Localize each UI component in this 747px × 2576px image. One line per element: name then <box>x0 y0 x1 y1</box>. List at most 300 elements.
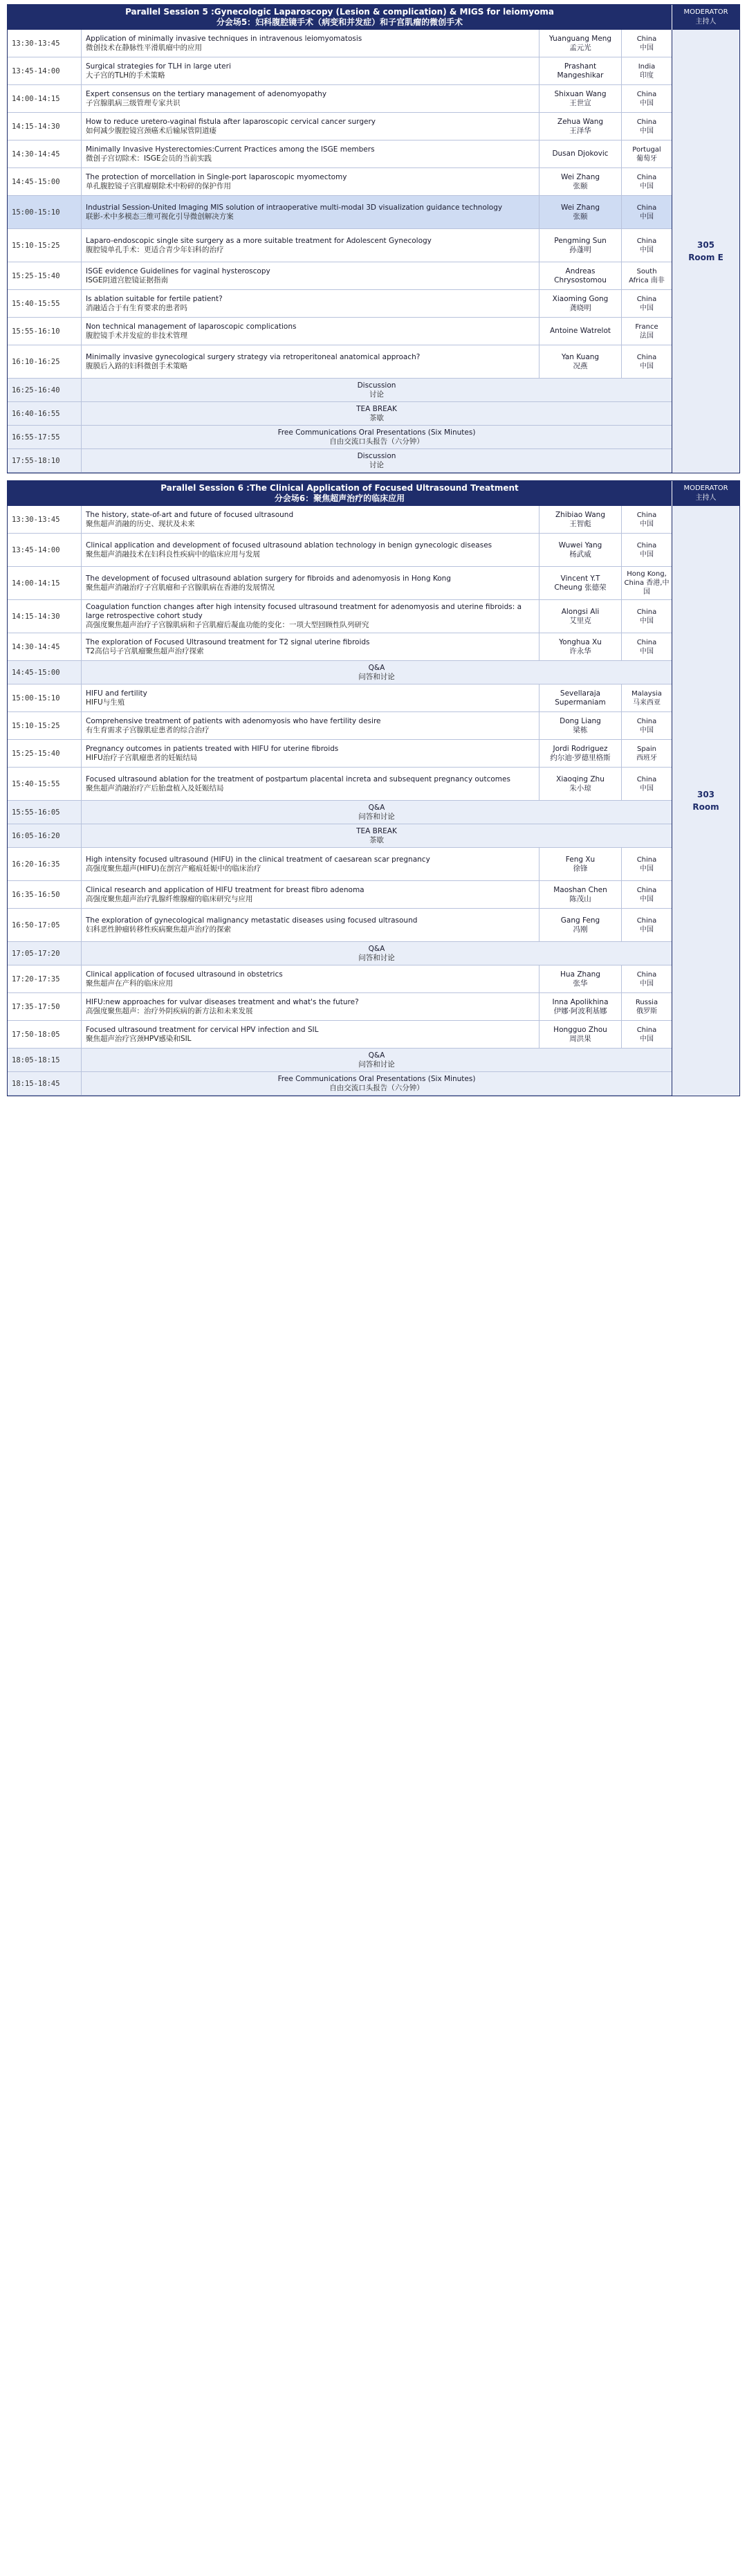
break-label-zh: 自由交流口头报告（六分钟） <box>329 1083 424 1092</box>
time-cell: 16:40-16:55 <box>8 402 82 425</box>
speaker-cell <box>540 262 622 289</box>
country-en: China <box>636 608 657 616</box>
break-label-en: TEA BREAK <box>356 404 397 413</box>
country-en: China <box>636 295 657 303</box>
topic-zh: 腹腔镜手术并发症的非技术管理 <box>86 331 187 340</box>
country-zh: 中国 <box>640 44 654 52</box>
country-zh: 中国 <box>640 1035 654 1043</box>
break-label-zh: 问答和讨论 <box>358 812 395 821</box>
topic-zh: 聚焦超声消融的历史、现状及未来 <box>86 519 195 528</box>
topic-cell <box>82 567 540 599</box>
break-row <box>8 801 672 824</box>
session-header <box>8 5 739 30</box>
speaker-name: Sevellaraja <box>560 689 601 698</box>
speaker-name-zh: 陈茂山 <box>569 894 591 903</box>
room-label <box>672 506 739 1096</box>
table-row <box>8 168 672 196</box>
topic-en: The development of focused ultrasound ablation surgery for fibroids and adenomyosis in Hong Kong <box>86 574 451 583</box>
topic-zh: 高强度聚焦超声治疗子宫腺肌病和子宫肌瘤后凝血功能的变化：一项大型回顾性队列研究 <box>86 621 369 629</box>
topic-zh: 如何减少腹腔镜宫颈癌术后输尿管阴道瘘 <box>86 126 216 135</box>
moderator-label-en: MODERATOR <box>683 8 728 16</box>
time-cell: 16:25-16:40 <box>8 379 82 401</box>
table-row <box>8 567 672 600</box>
country-en: China <box>636 638 657 646</box>
country-en: China <box>636 855 657 864</box>
break-label <box>82 449 672 472</box>
speaker-name-zh: 王智彪 <box>569 519 591 528</box>
table-row <box>8 684 672 712</box>
time-cell: 17:50-18:05 <box>8 1021 82 1048</box>
break-row <box>8 426 672 449</box>
country-zh: 西班牙 <box>636 754 657 762</box>
topic-cell <box>82 196 540 228</box>
country-cell <box>622 168 672 195</box>
room-name: Room E <box>688 253 723 262</box>
topic-cell <box>82 57 540 84</box>
topic-cell <box>82 848 540 880</box>
break-row <box>8 379 672 402</box>
country-zh: 中国 <box>640 647 654 655</box>
topic-zh: 聚焦超声消融治疗产后胎盘植入及妊娠结局 <box>86 783 224 792</box>
speaker-cell <box>540 740 622 767</box>
speaker-cell <box>540 684 622 711</box>
speaker-name-zh: 况燕 <box>573 361 588 370</box>
speaker-name-zh: 张华 <box>573 979 588 988</box>
speaker-cell <box>540 196 622 228</box>
moderator-header <box>672 481 739 506</box>
country-zh: 中国 <box>640 726 654 734</box>
speaker-name: Xiaoqing Zhu <box>556 774 605 783</box>
time-cell: 16:55-17:55 <box>8 426 82 448</box>
table-row <box>8 30 672 57</box>
topic-zh: 高强度聚焦超声治疗乳腺纤维腺瘤的临床研究与应用 <box>86 894 253 903</box>
country-en: China <box>636 353 657 361</box>
speaker-cell <box>540 85 622 112</box>
speaker-cell <box>540 768 622 800</box>
country-cell <box>622 965 672 992</box>
speaker-cell <box>540 168 622 195</box>
country-zh: 中国 <box>640 212 654 221</box>
topic-zh: 腹腔镜单孔手术：更适合青少年妇科的治疗 <box>86 245 224 254</box>
country-en: China <box>636 118 657 126</box>
country-en: China <box>636 511 657 519</box>
time-cell: 14:00-14:15 <box>8 567 82 599</box>
break-label <box>82 1072 672 1095</box>
speaker-name-zh: 周洪果 <box>569 1034 591 1043</box>
speaker-cell <box>540 1021 622 1048</box>
topic-cell <box>82 993 540 1020</box>
country-zh: 中国 <box>640 520 654 528</box>
topic-en: HIFU and fertility <box>86 689 147 698</box>
country-cell <box>622 1021 672 1048</box>
topic-zh: 腹膜后入路的妇科微创手术策略 <box>86 361 187 370</box>
session-header <box>8 481 739 506</box>
break-label <box>82 402 672 425</box>
speaker-name-zh: 孟元光 <box>569 43 591 52</box>
country-zh: 中国 <box>640 362 654 370</box>
topic-zh: 大子宫的TLH的手术策略 <box>86 71 165 80</box>
country-en: China <box>636 717 657 725</box>
speaker-cell <box>540 318 622 345</box>
speaker-name: Alongsi Ali <box>561 607 600 616</box>
speaker-name-zh: 冯刚 <box>573 925 588 934</box>
table-row <box>8 993 672 1021</box>
country-cell <box>622 712 672 739</box>
topic-en: The history, state-of-art and future of focused ultrasound <box>86 510 294 519</box>
topic-en: ISGE evidence Guidelines for vaginal hysteroscopy <box>86 266 270 275</box>
topic-cell <box>82 909 540 941</box>
country-cell <box>622 600 672 633</box>
speaker-cell <box>540 965 622 992</box>
topic-zh: T2高信号子宫肌瘤聚焦超声治疗探索 <box>86 646 204 655</box>
country-cell <box>622 909 672 941</box>
table-row <box>8 113 672 140</box>
country-en: China <box>636 173 657 181</box>
time-cell: 15:40-15:55 <box>8 768 82 800</box>
table-row <box>8 506 672 534</box>
speaker-cell <box>540 113 622 140</box>
topic-zh: 聚焦超声治疗宫颈HPV感染和SIL <box>86 1034 192 1043</box>
table-row <box>8 534 672 567</box>
table-row <box>8 600 672 633</box>
time-cell: 14:00-14:15 <box>8 85 82 112</box>
time-cell: 17:55-18:10 <box>8 449 82 472</box>
country-cell <box>622 290 672 317</box>
country-cell <box>622 85 672 112</box>
country-zh: 法国 <box>640 332 654 340</box>
break-label-en: Q&A <box>368 944 385 953</box>
country-zh: 中国 <box>640 99 654 107</box>
speaker-cell <box>540 290 622 317</box>
country-zh: Africa 南非 <box>629 276 665 284</box>
session-rows <box>8 506 672 1096</box>
session-title <box>8 481 672 506</box>
table-row <box>8 318 672 345</box>
speaker-name-zh: 伊娜·阿波利基娜 <box>553 1006 607 1015</box>
country-en: China <box>636 886 657 894</box>
country-zh: 中国 <box>640 617 654 625</box>
topic-cell <box>82 740 540 767</box>
room-number: 303 <box>697 790 715 799</box>
country-zh: 印度 <box>640 71 654 80</box>
break-label-zh: 问答和讨论 <box>358 953 395 962</box>
break-label <box>82 661 672 684</box>
speaker-cell <box>540 506 622 533</box>
country-cell <box>622 262 672 289</box>
topic-en: How to reduce uretero-vaginal fistula after laparoscopic cervical cancer surgery <box>86 117 376 126</box>
break-label-zh: 茶歇 <box>369 835 384 844</box>
topic-zh: 子宫腺肌病三级管理专家共识 <box>86 98 181 107</box>
time-cell: 17:20-17:35 <box>8 965 82 992</box>
table-row <box>8 345 672 379</box>
speaker-name-zh: 杨武威 <box>569 550 591 559</box>
time-cell: 15:00-15:10 <box>8 196 82 228</box>
speaker-name-zh: 张颐 <box>573 181 588 190</box>
topic-en: Laparo-endoscopic single site surgery as a more suitable treatment for Adolescent Gynecology <box>86 236 432 245</box>
topic-en: Is ablation suitable for fertile patient? <box>86 294 223 303</box>
topic-en: Minimally invasive gynecological surgery strategy via retroperitoneal anatomical approach? <box>86 352 421 361</box>
table-row <box>8 229 672 262</box>
country-en: China <box>636 90 657 98</box>
speaker-name: Wei Zhang <box>560 203 600 212</box>
time-cell: 16:35-16:50 <box>8 881 82 908</box>
time-cell: 15:10-15:25 <box>8 229 82 262</box>
country-cell <box>622 113 672 140</box>
time-cell: 18:15-18:45 <box>8 1072 82 1095</box>
country-en: China <box>636 1026 657 1034</box>
speaker-name: Prashant <box>564 62 597 71</box>
speaker-name-zh: 张颐 <box>573 212 588 221</box>
speaker-name-zh: 艾里克 <box>569 616 591 625</box>
topic-en: Expert consensus on the tertiary management of adenomyopathy <box>86 89 327 98</box>
topic-en: High intensity focused ultrasound (HIFU) in the clinical treatment of caesarean scar pregnancy <box>86 855 430 864</box>
speaker-name: Yonghua Xu <box>559 637 602 646</box>
room-number: 305 <box>697 240 715 250</box>
speaker-name: Andreas <box>565 266 596 275</box>
topic-cell <box>82 534 540 566</box>
topic-cell <box>82 506 540 533</box>
country-en: China <box>636 541 657 550</box>
topic-en: HIFU:new approaches for vulvar diseases treatment and what's the future? <box>86 997 359 1006</box>
topic-en: Industrial Session-United Imaging MIS solution of intraoperative multi-modal 3D visualization guidance technology <box>86 203 503 212</box>
topic-zh: 有生育需求子宫腺肌症患者的综合治疗 <box>86 725 210 734</box>
topic-cell <box>82 318 540 345</box>
country-en: India <box>638 62 656 71</box>
country-cell <box>622 684 672 711</box>
time-cell: 17:35-17:50 <box>8 993 82 1020</box>
moderator-header <box>672 5 739 30</box>
break-label <box>82 801 672 824</box>
topic-en: Focused ultrasound treatment for cervical HPV infection and SIL <box>86 1025 319 1034</box>
speaker-name: Yuanguang Meng <box>548 34 612 43</box>
time-cell: 13:30-13:45 <box>8 30 82 57</box>
topic-cell <box>82 881 540 908</box>
break-label-zh: 讨论 <box>369 390 384 399</box>
country-zh: 马来西亚 <box>633 698 661 707</box>
topic-cell <box>82 712 540 739</box>
session-title-en: Parallel Session 6 :The Clinical Application of Focused Ultrasound Treatment <box>160 483 519 493</box>
speaker-name: Dong Liang <box>560 716 601 725</box>
country-zh: 中国 <box>640 979 654 988</box>
speaker-cell <box>540 345 622 378</box>
topic-cell <box>82 1021 540 1048</box>
country-cell <box>622 534 672 566</box>
break-label <box>82 426 672 448</box>
speaker-name: Vincent Y.T <box>560 574 600 583</box>
topic-cell <box>82 140 540 167</box>
country-cell <box>622 30 672 57</box>
break-row <box>8 449 672 473</box>
country-en: China <box>636 916 657 925</box>
topic-en: The exploration of gynecological malignancy metastatic diseases using focused ultrasound <box>86 916 418 925</box>
table-row <box>8 85 672 113</box>
table-row <box>8 712 672 740</box>
speaker-cell <box>540 140 622 167</box>
break-label-en: TEA BREAK <box>356 826 397 835</box>
country-en: Malaysia <box>631 689 662 698</box>
topic-cell <box>82 229 540 262</box>
break-row <box>8 661 672 684</box>
break-label-zh: 问答和讨论 <box>358 672 395 681</box>
speaker-cell <box>540 534 622 566</box>
country-en: France <box>635 323 658 331</box>
speaker-name-zh: 徐锋 <box>573 864 588 873</box>
speaker-name: Zhibiao Wang <box>555 510 605 519</box>
topic-cell <box>82 600 540 633</box>
country-zh: 中国 <box>640 246 654 254</box>
time-cell: 16:05-16:20 <box>8 824 82 847</box>
speaker-name: Hongguo Zhou <box>553 1025 607 1034</box>
country-zh: 葡萄牙 <box>636 154 657 163</box>
speaker-name: Hua Zhang <box>560 970 600 979</box>
table-row <box>8 262 672 290</box>
country-cell <box>622 229 672 262</box>
break-label-en: Q&A <box>368 663 385 672</box>
time-cell: 15:25-15:40 <box>8 740 82 767</box>
table-row <box>8 768 672 801</box>
country-cell <box>622 567 672 599</box>
speaker-cell <box>540 881 622 908</box>
topic-cell <box>82 262 540 289</box>
country-zh: 中国 <box>640 895 654 903</box>
time-cell: 14:45-15:00 <box>8 661 82 684</box>
speaker-cell <box>540 57 622 84</box>
topic-zh: 单孔腹腔镜子宫肌瘤剔除术中粉碎的保护作用 <box>86 181 231 190</box>
topic-en: The exploration of Focused Ultrasound treatment for T2 signal uterine fibroids <box>86 637 370 646</box>
session-title-zh: 分会场6：聚焦超声治疗的临床应用 <box>274 493 405 503</box>
country-en: Hong Kong, <box>627 570 667 578</box>
country-zh: 中国 <box>640 182 654 190</box>
topic-zh: 微创子宫切除术：ISGE会员的当前实践 <box>86 154 212 163</box>
speaker-name: Dusan Djokovic <box>552 149 609 158</box>
country-zh: 中国 <box>640 784 654 792</box>
topic-cell <box>82 965 540 992</box>
country-en: China <box>636 35 657 43</box>
topic-en: Clinical application of focused ultrasound in obstetrics <box>86 970 283 979</box>
topic-cell <box>82 85 540 112</box>
time-cell: 14:15-14:30 <box>8 600 82 633</box>
speaker-name-zh: 王世宣 <box>569 98 591 107</box>
country-en: China <box>636 775 657 783</box>
break-row <box>8 1049 672 1072</box>
topic-en: Application of minimally invasive techniques in intravenous leiomyomatosis <box>86 34 362 43</box>
break-label <box>82 824 672 847</box>
break-label-zh: 讨论 <box>369 460 384 469</box>
break-label <box>82 379 672 401</box>
break-row <box>8 402 672 426</box>
topic-cell <box>82 168 540 195</box>
break-label-en: Q&A <box>368 1051 385 1060</box>
speaker-name: Zehua Wang <box>557 117 604 126</box>
break-label-zh: 自由交流口头报告（六分钟） <box>329 437 424 446</box>
speaker-name: Gang Feng <box>560 916 600 925</box>
speaker-name: Shixuan Wang <box>554 89 607 98</box>
table-row <box>8 140 672 168</box>
topic-en: Coagulation function changes after high intensity focused ultrasound treatment for adenomyosis and uterine fibroids: a large retrospective cohort study <box>86 603 522 620</box>
time-cell: 15:40-15:55 <box>8 290 82 317</box>
time-cell: 18:05-18:15 <box>8 1049 82 1071</box>
table-row <box>8 633 672 661</box>
speaker-cell <box>540 30 622 57</box>
session-rows <box>8 30 672 473</box>
speaker-name-zh: 王泽华 <box>569 126 591 135</box>
country-en: Portugal <box>632 145 661 154</box>
time-cell: 16:50-17:05 <box>8 909 82 941</box>
country-zh: 中国 <box>640 864 654 873</box>
topic-zh: 妇科恶性肿瘤转移性疾病聚焦超声治疗的探索 <box>86 925 231 934</box>
speaker-name-zh: 梁栋 <box>573 725 588 734</box>
country-en: Russia <box>635 998 658 1006</box>
time-cell: 17:05-17:20 <box>8 942 82 965</box>
topic-en: Focused ultrasound ablation for the treatment of postpartum placental increta and subsequent pregnancy outcomes <box>86 774 510 783</box>
topic-cell <box>82 768 540 800</box>
topic-zh: 高强度聚焦超声(HIFU)在剖宫产瘢痕妊娠中的临床治疗 <box>86 864 261 873</box>
topic-en: Pregnancy outcomes in patients treated with HIFU for uterine fibroids <box>86 744 339 753</box>
room-label <box>672 30 739 473</box>
moderator-label-zh: 主持人 <box>695 494 717 502</box>
speaker-name-zh: Mangeshikar <box>557 71 604 80</box>
moderator-label-en: MODERATOR <box>683 484 728 492</box>
speaker-name: Wuwei Yang <box>558 541 602 550</box>
country-zh: China 香港,中国 <box>624 579 670 596</box>
time-cell: 14:45-15:00 <box>8 168 82 195</box>
topic-en: Clinical research and application of HIFU treatment for breast fibro adenoma <box>86 885 365 894</box>
speaker-name-zh: 孙蓬明 <box>569 245 591 254</box>
speaker-name-zh: Chrysostomou <box>554 275 607 284</box>
break-label-zh: 茶歇 <box>369 413 384 422</box>
table-row <box>8 848 672 881</box>
speaker-name-zh: Supermaniam <box>555 698 606 707</box>
speaker-cell <box>540 712 622 739</box>
country-cell <box>622 318 672 345</box>
topic-zh: 聚焦超声在产科的临床应用 <box>86 979 173 988</box>
time-cell: 16:10-16:25 <box>8 345 82 378</box>
table-row <box>8 196 672 229</box>
topic-zh: 联影-术中多模态三维可视化引导微创解决方案 <box>86 212 234 221</box>
country-cell <box>622 768 672 800</box>
topic-zh: 微创技术在静脉性平滑肌瘤中的应用 <box>86 43 202 52</box>
topic-en: Surgical strategies for TLH in large uteri <box>86 62 231 71</box>
country-cell <box>622 345 672 378</box>
topic-zh: 高强度聚焦超声：治疗外阴疾病的新方法和未来发展 <box>86 1006 253 1015</box>
speaker-name-zh: 龚晓明 <box>569 303 591 312</box>
session-title-en: Parallel Session 5 :Gynecologic Laparoscopy (Lesion & complication) & MIGS for leiomyoma <box>125 7 554 17</box>
speaker-cell <box>540 993 622 1020</box>
table-row <box>8 290 672 318</box>
country-zh: 中国 <box>640 925 654 934</box>
break-row <box>8 824 672 848</box>
time-cell: 14:30-14:45 <box>8 140 82 167</box>
time-cell: 13:45-14:00 <box>8 57 82 84</box>
break-label-en: Free Communications Oral Presentations (Six Minutes) <box>277 428 476 437</box>
topic-en: Non technical management of laparoscopic complications <box>86 322 297 331</box>
country-cell <box>622 140 672 167</box>
time-cell: 15:10-15:25 <box>8 712 82 739</box>
country-en: South <box>636 267 657 275</box>
topic-cell <box>82 290 540 317</box>
speaker-name-zh: 约尔迪·罗德里格斯 <box>550 753 611 762</box>
speaker-name: Maoshan Chen <box>553 885 607 894</box>
break-label-en: Q&A <box>368 803 385 812</box>
time-cell: 14:15-14:30 <box>8 113 82 140</box>
country-cell <box>622 633 672 660</box>
table-row <box>8 881 672 909</box>
speaker-name: Jordi Rodriguez <box>553 744 608 753</box>
time-cell: 13:45-14:00 <box>8 534 82 566</box>
country-cell <box>622 881 672 908</box>
topic-cell <box>82 345 540 378</box>
table-row <box>8 909 672 942</box>
